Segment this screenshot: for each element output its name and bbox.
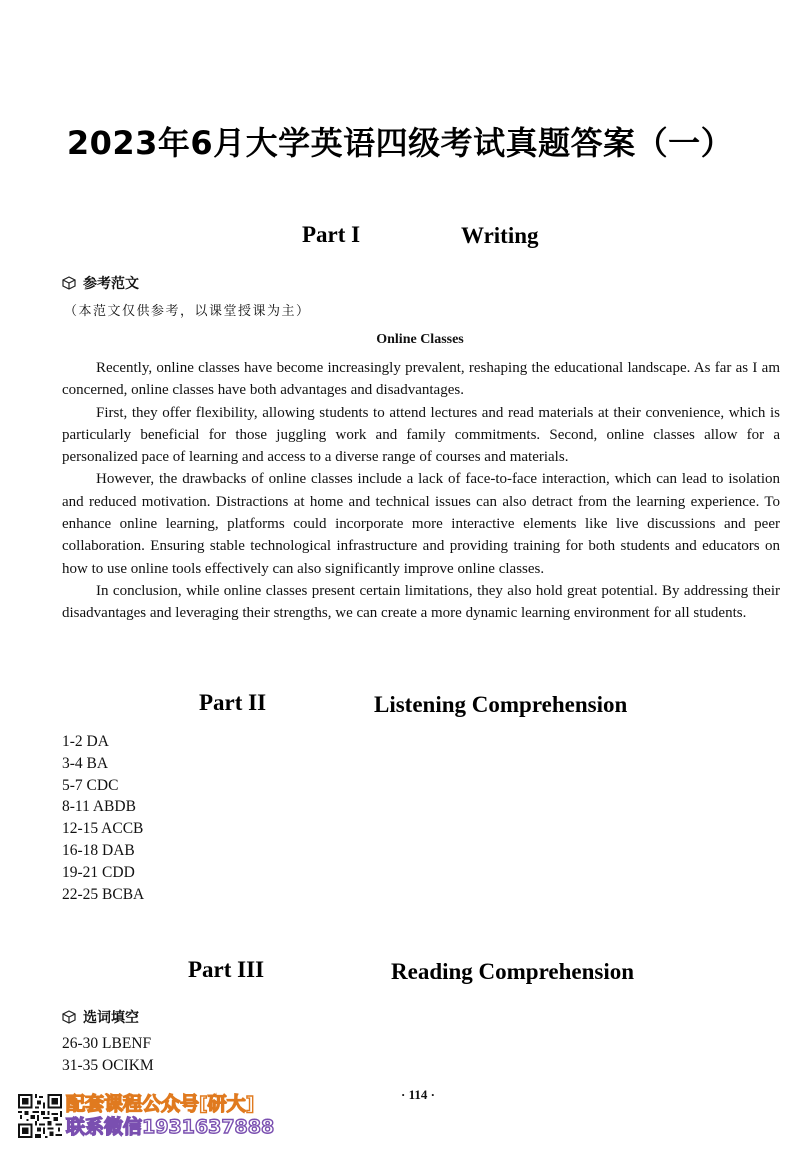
- answer-item: 16-18 DAB: [62, 841, 135, 859]
- answer-item: 31-35 OCIKM: [62, 1056, 154, 1074]
- watermark-line2: 联系微信1931637888: [66, 1116, 275, 1138]
- essay-paragraph: First, they offer flexibility, allowing students to attend lectures and read materials at their convenience, which is particularly beneficial for those juggling work and family commitments. Second, online classes allow for a personalized pace of learning and access to a diverse range of courses and materials.: [62, 404, 780, 466]
- answer-item: 26-30 LBENF: [62, 1035, 152, 1052]
- part2-name: Listening Comprehension: [374, 692, 628, 717]
- reading-answers: [62, 1033, 154, 1077]
- section-label-text: 参考范文: [83, 276, 139, 292]
- page-title: 2023年6月大学英语四级考试真题答案（一）: [66, 124, 734, 162]
- answer-item: 5-7 CDC: [62, 776, 119, 794]
- part3-label: Part III: [188, 957, 265, 982]
- cube-icon: [62, 276, 76, 290]
- qr-code-icon: [18, 1094, 62, 1138]
- answer-item: 19-21 CDD: [62, 863, 135, 881]
- answer-item: 12-15 ACCB: [62, 820, 144, 838]
- essay-paragraph: Recently, online classes have become increasingly prevalent, reshaping the educational landscape. As far as I am concerned, online classes have both advantages and disadvantages.: [62, 360, 780, 399]
- page-number: · 114 ·: [401, 1087, 435, 1102]
- essay-note: （本范文仅供参考，以课堂授课为主）: [64, 304, 311, 319]
- watermark: [18, 1093, 274, 1139]
- answer-item: 3-4 BA: [62, 754, 109, 772]
- part1-name: Writing: [461, 223, 539, 248]
- essay-paragraph: In conclusion, while online classes present certain limitations, they also hold great potential. By addressing their disadvantages and leveraging their strengths, we can create a more dynamic learning environment for all students.: [62, 582, 780, 622]
- listening-answers: [62, 731, 144, 905]
- part2-label: Part II: [199, 690, 267, 715]
- answer-item: 1-2 DA: [62, 733, 109, 750]
- watermark-line1: 配套课程公众号[研大]: [66, 1093, 255, 1115]
- essay-paragraph: However, the drawbacks of online classes include a lack of face-to-face interaction, which can lead to isolation and reduced motivation. Distractions at home and technical issues can also detract from the learning experience. To enhance online learning, platforms could incorporate more interactive elements like live discussions and peer collaboration. Ensuring stable technological infrastructure and providing training for both students and educators on how to use online tools effectively can also significantly improve online classes.: [62, 471, 780, 577]
- cube-icon: [62, 1010, 76, 1024]
- part3-name: Reading Comprehension: [391, 959, 635, 984]
- answer-item: 22-25 BCBA: [62, 885, 145, 903]
- section-label-text: 选词填空: [83, 1010, 139, 1026]
- essay-body: [62, 357, 780, 625]
- part1-label: Part I: [302, 222, 361, 247]
- sample-essay-label: [62, 273, 139, 293]
- essay-title: Online Classes: [376, 332, 464, 347]
- answer-item: 8-11 ABDB: [62, 798, 136, 816]
- word-filling-label: [62, 1007, 139, 1027]
